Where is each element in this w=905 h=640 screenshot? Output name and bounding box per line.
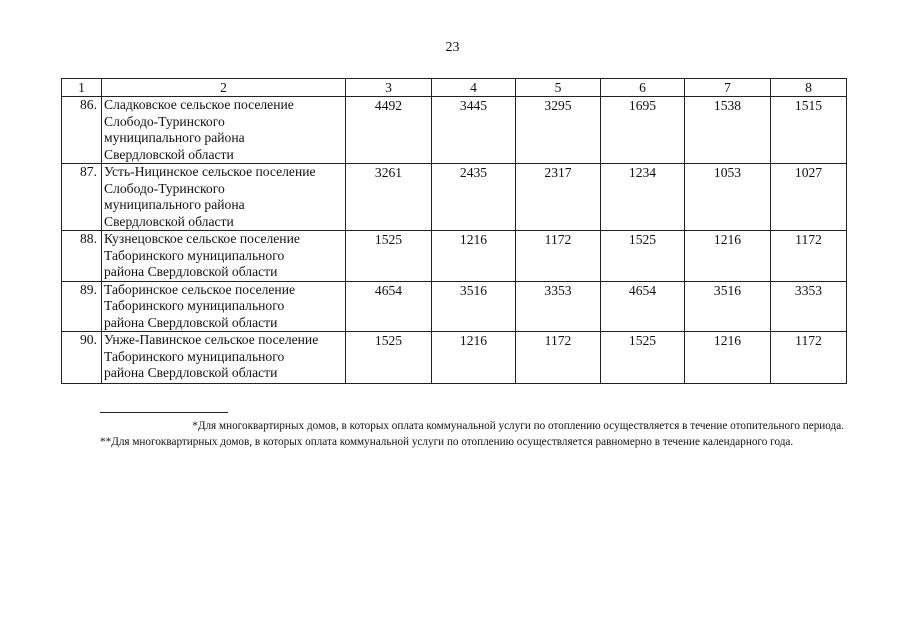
value-col-6: 4654 xyxy=(601,281,685,332)
row-number: 88. xyxy=(62,231,102,282)
header-col-8: 8 xyxy=(771,79,847,97)
name-line: муниципального района xyxy=(104,130,245,145)
row-number: 86. xyxy=(62,97,102,164)
tariff-table xyxy=(61,78,847,384)
value-col-8: 1172 xyxy=(771,231,847,282)
header-col-5: 5 xyxy=(516,79,601,97)
value-col-8: 3353 xyxy=(771,281,847,332)
header-col-3: 3 xyxy=(346,79,432,97)
footnotes xyxy=(62,418,844,450)
name-line: Свердловской области xyxy=(104,213,234,229)
name-line: Таборинское сельское поселение xyxy=(104,281,296,297)
value-col-6: 1525 xyxy=(601,332,685,384)
settlement-name xyxy=(102,97,346,164)
value-col-6: 1234 xyxy=(601,164,685,231)
name-line: района Свердловской области xyxy=(104,314,278,330)
settlement-name xyxy=(102,164,346,231)
value-col-6: 1695 xyxy=(601,97,685,164)
footnote-uniform-payment: **Для многоквартирных домов, в которых оплата коммунальной услуги по отоплению осуществляется равномерно в течение календарного года. xyxy=(100,436,794,448)
name-line: Таборинского муниципального xyxy=(104,298,285,313)
value-col-5: 3295 xyxy=(516,97,601,164)
header-col-7: 7 xyxy=(685,79,771,97)
header-row xyxy=(62,79,847,97)
value-col-5: 1172 xyxy=(516,231,601,282)
value-col-6: 1525 xyxy=(601,231,685,282)
value-col-3: 1525 xyxy=(346,332,432,384)
name-line: Свердловской области xyxy=(104,146,234,162)
value-col-8: 1515 xyxy=(771,97,847,164)
value-col-3: 1525 xyxy=(346,231,432,282)
name-line: Слободо-Туринского xyxy=(104,180,225,196)
value-col-4: 2435 xyxy=(432,164,516,231)
footnote-divider xyxy=(100,412,228,413)
settlement-name xyxy=(102,332,346,384)
settlement-name xyxy=(102,281,346,332)
value-col-8: 1172 xyxy=(771,332,847,384)
table-row xyxy=(62,164,847,231)
value-col-3: 3261 xyxy=(346,164,432,231)
value-col-3: 4654 xyxy=(346,281,432,332)
footnote-heating-period: *Для многоквартирных домов, в которых оплата коммунальной услуги по отоплению осуществляется в течение отопительного периода. xyxy=(192,420,844,432)
value-col-7: 3516 xyxy=(685,281,771,332)
name-line: Кузнецовское сельское поселение xyxy=(104,231,300,246)
table-row xyxy=(62,231,847,282)
page-number: 23 xyxy=(445,40,460,55)
name-line: муниципального района xyxy=(104,197,245,212)
value-col-4: 3516 xyxy=(432,281,516,332)
value-col-8: 1027 xyxy=(771,164,847,231)
table-row xyxy=(62,332,847,384)
header-col-2: 2 xyxy=(102,79,346,97)
name-line: Усть-Ницинское сельское поселение xyxy=(104,164,316,179)
settlement-name xyxy=(102,231,346,282)
value-col-7: 1053 xyxy=(685,164,771,231)
name-line: Таборинского муниципального xyxy=(104,348,285,364)
name-line: Таборинского муниципального xyxy=(104,247,285,263)
name-line: Унже-Павинское сельское поселение xyxy=(104,332,319,347)
value-col-7: 1216 xyxy=(685,231,771,282)
row-number: 89. xyxy=(62,281,102,332)
value-col-4: 1216 xyxy=(432,231,516,282)
value-col-4: 1216 xyxy=(432,332,516,384)
value-col-5: 2317 xyxy=(516,164,601,231)
value-col-7: 1538 xyxy=(685,97,771,164)
table-row xyxy=(62,97,847,164)
name-line: Слободо-Туринского xyxy=(104,113,225,129)
header-col-4: 4 xyxy=(432,79,516,97)
name-line: Сладковское сельское поселение xyxy=(104,97,294,112)
table-row xyxy=(62,281,847,332)
value-col-7: 1216 xyxy=(685,332,771,384)
value-col-5: 3353 xyxy=(516,281,601,332)
row-number: 90. xyxy=(62,332,102,384)
value-col-4: 3445 xyxy=(432,97,516,164)
name-line: района Свердловской области xyxy=(104,365,278,380)
row-number: 87. xyxy=(62,164,102,231)
header-col-6: 6 xyxy=(601,79,685,97)
value-col-5: 1172 xyxy=(516,332,601,384)
header-col-1: 1 xyxy=(62,79,102,97)
value-col-3: 4492 xyxy=(346,97,432,164)
name-line: района Свердловской области xyxy=(104,264,278,279)
